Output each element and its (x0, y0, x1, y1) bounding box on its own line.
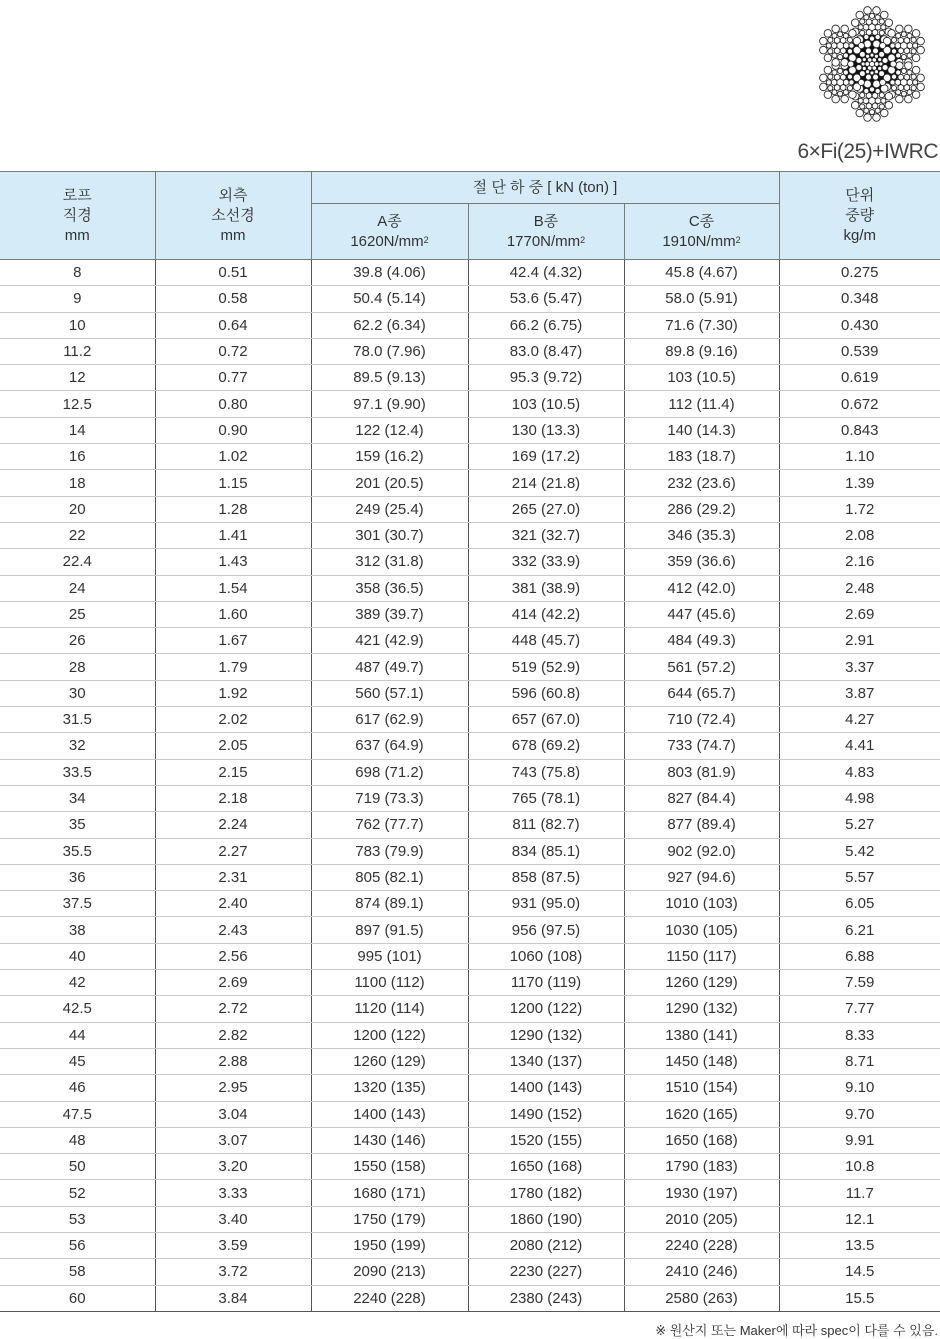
cell-rope-diameter: 26 (0, 628, 155, 654)
cell-grade-b: 1860 (190) (468, 1206, 624, 1232)
cell-outer-wire-diameter: 2.82 (155, 1022, 311, 1048)
cell-unit-weight: 2.69 (779, 601, 940, 627)
cell-rope-diameter: 18 (0, 470, 155, 496)
cell-outer-wire-diameter: 0.51 (155, 260, 311, 286)
table-row (0, 654, 940, 680)
cell-grade-a: 1750 (179) (311, 1206, 468, 1232)
cell-grade-a: 389 (39.7) (311, 601, 468, 627)
cell-grade-c: 1930 (197) (624, 1180, 779, 1206)
cell-outer-wire-diameter: 3.72 (155, 1259, 311, 1285)
cell-outer-wire-diameter: 1.54 (155, 575, 311, 601)
cell-grade-c: 733 (74.7) (624, 733, 779, 759)
cell-rope-diameter: 37.5 (0, 891, 155, 917)
cell-outer-wire-diameter: 2.69 (155, 970, 311, 996)
table-row (0, 365, 940, 391)
cell-outer-wire-diameter: 3.84 (155, 1285, 311, 1311)
cell-grade-a: 97.1 (9.90) (311, 391, 468, 417)
cell-grade-a: 1400 (143) (311, 1101, 468, 1127)
cell-grade-a: 1430 (146) (311, 1127, 468, 1153)
cell-unit-weight: 9.70 (779, 1101, 940, 1127)
cell-grade-b: 2080 (212) (468, 1232, 624, 1258)
cell-unit-weight: 7.77 (779, 996, 940, 1022)
cell-outer-wire-diameter: 1.41 (155, 522, 311, 548)
cell-unit-weight: 4.98 (779, 785, 940, 811)
cell-unit-weight: 6.88 (779, 943, 940, 969)
cell-grade-c: 346 (35.3) (624, 522, 779, 548)
cell-grade-a: 2240 (228) (311, 1285, 468, 1311)
cell-unit-weight: 6.05 (779, 891, 940, 917)
cell-rope-diameter: 35 (0, 812, 155, 838)
cell-grade-a: 617 (62.9) (311, 707, 468, 733)
cell-outer-wire-diameter: 1.15 (155, 470, 311, 496)
cell-unit-weight: 0.348 (779, 286, 940, 312)
cell-rope-diameter: 44 (0, 1022, 155, 1048)
cell-grade-c: 484 (49.3) (624, 628, 779, 654)
table-row (0, 917, 940, 943)
cell-unit-weight: 4.27 (779, 707, 940, 733)
cell-grade-b: 332 (33.9) (468, 549, 624, 575)
cell-grade-a: 897 (91.5) (311, 917, 468, 943)
cell-unit-weight: 4.83 (779, 759, 940, 785)
cell-outer-wire-diameter: 3.33 (155, 1180, 311, 1206)
cell-unit-weight: 2.91 (779, 628, 940, 654)
cell-outer-wire-diameter: 3.59 (155, 1232, 311, 1258)
cell-grade-c: 2580 (263) (624, 1285, 779, 1311)
cell-grade-b: 1200 (122) (468, 996, 624, 1022)
cell-outer-wire-diameter: 1.92 (155, 680, 311, 706)
cell-grade-c: 232 (23.6) (624, 470, 779, 496)
cell-grade-c: 877 (89.4) (624, 812, 779, 838)
cell-unit-weight: 1.10 (779, 444, 940, 470)
table-row (0, 1206, 940, 1232)
cell-grade-c: 1030 (105) (624, 917, 779, 943)
table-row (0, 522, 940, 548)
cell-outer-wire-diameter: 2.88 (155, 1048, 311, 1074)
cell-grade-c: 2240 (228) (624, 1232, 779, 1258)
table-row (0, 1101, 940, 1127)
cell-grade-a: 39.8 (4.06) (311, 260, 468, 286)
cell-grade-a: 1200 (122) (311, 1022, 468, 1048)
cell-grade-b: 95.3 (9.72) (468, 365, 624, 391)
cell-rope-diameter: 42.5 (0, 996, 155, 1022)
cell-grade-b: 1060 (108) (468, 943, 624, 969)
cell-grade-b: 956 (97.5) (468, 917, 624, 943)
table-row (0, 996, 940, 1022)
cell-grade-a: 1550 (158) (311, 1154, 468, 1180)
cell-grade-a: 78.0 (7.96) (311, 338, 468, 364)
cell-rope-diameter: 32 (0, 733, 155, 759)
cell-grade-a: 762 (77.7) (311, 812, 468, 838)
table-row (0, 260, 940, 286)
header-breaking-load-group: 절 단 하 중 [ kN (ton) ] (311, 172, 779, 204)
cell-grade-a: 560 (57.1) (311, 680, 468, 706)
cell-rope-diameter: 45 (0, 1048, 155, 1074)
table-row (0, 1180, 940, 1206)
cell-rope-diameter: 35.5 (0, 838, 155, 864)
cell-unit-weight: 1.39 (779, 470, 940, 496)
cell-grade-a: 50.4 (5.14) (311, 286, 468, 312)
cell-grade-b: 1520 (155) (468, 1127, 624, 1153)
cell-grade-c: 1620 (165) (624, 1101, 779, 1127)
cell-unit-weight: 10.8 (779, 1154, 940, 1180)
cell-grade-c: 103 (10.5) (624, 365, 779, 391)
cell-grade-b: 2230 (227) (468, 1259, 624, 1285)
cell-grade-b: 1650 (168) (468, 1154, 624, 1180)
cell-grade-c: 1510 (154) (624, 1075, 779, 1101)
table-row (0, 812, 940, 838)
cell-grade-c: 89.8 (9.16) (624, 338, 779, 364)
cell-outer-wire-diameter: 2.40 (155, 891, 311, 917)
cell-rope-diameter: 50 (0, 1154, 155, 1180)
cell-grade-b: 130 (13.3) (468, 417, 624, 443)
cell-grade-a: 1950 (199) (311, 1232, 468, 1258)
header-grade-b: B종 $1770N/mm^2$ (468, 204, 624, 260)
cell-unit-weight: 4.41 (779, 733, 940, 759)
wire-rope-cross-section-icon (812, 2, 932, 126)
cell-grade-b: 1290 (132) (468, 1022, 624, 1048)
header-outer-wire-diameter: 외측 소선경 mm (155, 172, 311, 260)
cell-grade-b: 321 (32.7) (468, 522, 624, 548)
cell-grade-b: 596 (60.8) (468, 680, 624, 706)
cell-unit-weight: 5.27 (779, 812, 940, 838)
cell-rope-diameter: 28 (0, 654, 155, 680)
cell-outer-wire-diameter: 2.72 (155, 996, 311, 1022)
table-row (0, 1232, 940, 1258)
cell-grade-a: 719 (73.3) (311, 785, 468, 811)
cell-grade-c: 1290 (132) (624, 996, 779, 1022)
cell-grade-a: 1260 (129) (311, 1048, 468, 1074)
table-row (0, 680, 940, 706)
cell-unit-weight: 14.5 (779, 1259, 940, 1285)
table-row (0, 470, 940, 496)
table-row (0, 391, 940, 417)
cell-grade-a: 1320 (135) (311, 1075, 468, 1101)
header-grade-c: C종 $1910N/mm^2$ (624, 204, 779, 260)
cell-unit-weight: 5.42 (779, 838, 940, 864)
cell-outer-wire-diameter: 2.15 (155, 759, 311, 785)
cell-grade-a: 301 (30.7) (311, 522, 468, 548)
cell-outer-wire-diameter: 2.24 (155, 812, 311, 838)
cell-grade-c: 447 (45.6) (624, 601, 779, 627)
cell-rope-diameter: 24 (0, 575, 155, 601)
cell-grade-c: 140 (14.3) (624, 417, 779, 443)
footnote: ※ 원산지 또는 Maker에 따라 spec이 다를 수 있음. (655, 1323, 938, 1338)
cell-grade-b: 83.0 (8.47) (468, 338, 624, 364)
cell-unit-weight: 13.5 (779, 1232, 940, 1258)
cell-grade-a: 995 (101) (311, 943, 468, 969)
table-row (0, 628, 940, 654)
cell-grade-a: 1100 (112) (311, 970, 468, 996)
cell-grade-c: 412 (42.0) (624, 575, 779, 601)
cell-grade-a: 249 (25.4) (311, 496, 468, 522)
table-row (0, 601, 940, 627)
header-rope-diameter: 로프 직경 mm (0, 172, 155, 260)
cell-grade-c: 2010 (205) (624, 1206, 779, 1232)
cell-outer-wire-diameter: 2.27 (155, 838, 311, 864)
table-row (0, 891, 940, 917)
rope-construction-label: 6×Fi(25)+IWRC (797, 140, 938, 163)
cell-unit-weight: 8.33 (779, 1022, 940, 1048)
cell-grade-a: 487 (49.7) (311, 654, 468, 680)
table-row (0, 417, 940, 443)
cell-grade-b: 519 (52.9) (468, 654, 624, 680)
cell-unit-weight: 12.1 (779, 1206, 940, 1232)
cell-rope-diameter: 8 (0, 260, 155, 286)
cell-grade-b: 931 (95.0) (468, 891, 624, 917)
table-row (0, 496, 940, 522)
cell-rope-diameter: 30 (0, 680, 155, 706)
cell-grade-c: 561 (57.2) (624, 654, 779, 680)
cell-grade-c: 927 (94.6) (624, 864, 779, 890)
table-row (0, 549, 940, 575)
cell-rope-diameter: 56 (0, 1232, 155, 1258)
table-row (0, 444, 940, 470)
cell-rope-diameter: 36 (0, 864, 155, 890)
wire-rope-spec-table (0, 171, 940, 1312)
cell-rope-diameter: 38 (0, 917, 155, 943)
cell-outer-wire-diameter: 0.58 (155, 286, 311, 312)
cell-unit-weight: 0.619 (779, 365, 940, 391)
cell-outer-wire-diameter: 3.20 (155, 1154, 311, 1180)
cell-grade-c: 58.0 (5.91) (624, 286, 779, 312)
table-row (0, 1048, 940, 1074)
cell-rope-diameter: 60 (0, 1285, 155, 1311)
cell-outer-wire-diameter: 1.02 (155, 444, 311, 470)
cell-unit-weight: 11.7 (779, 1180, 940, 1206)
table-row (0, 286, 940, 312)
cell-grade-a: 159 (16.2) (311, 444, 468, 470)
cell-rope-diameter: 42 (0, 970, 155, 996)
cell-grade-c: 112 (11.4) (624, 391, 779, 417)
cell-rope-diameter: 31.5 (0, 707, 155, 733)
cell-rope-diameter: 16 (0, 444, 155, 470)
cell-rope-diameter: 52 (0, 1180, 155, 1206)
cell-outer-wire-diameter: 2.56 (155, 943, 311, 969)
cell-grade-c: 45.8 (4.67) (624, 260, 779, 286)
cell-rope-diameter: 11.2 (0, 338, 155, 364)
cell-grade-a: 122 (12.4) (311, 417, 468, 443)
table-row (0, 1259, 940, 1285)
cell-rope-diameter: 40 (0, 943, 155, 969)
cell-rope-diameter: 53 (0, 1206, 155, 1232)
cell-unit-weight: 3.87 (779, 680, 940, 706)
cell-outer-wire-diameter: 1.67 (155, 628, 311, 654)
cell-unit-weight: 8.71 (779, 1048, 940, 1074)
cell-unit-weight: 5.57 (779, 864, 940, 890)
cell-grade-a: 421 (42.9) (311, 628, 468, 654)
cell-grade-a: 312 (31.8) (311, 549, 468, 575)
cell-grade-c: 183 (18.7) (624, 444, 779, 470)
cell-outer-wire-diameter: 3.40 (155, 1206, 311, 1232)
cell-grade-b: 1490 (152) (468, 1101, 624, 1127)
cell-grade-a: 637 (64.9) (311, 733, 468, 759)
cell-grade-b: 743 (75.8) (468, 759, 624, 785)
cell-grade-b: 1170 (119) (468, 970, 624, 996)
cell-outer-wire-diameter: 3.04 (155, 1101, 311, 1127)
cell-grade-c: 710 (72.4) (624, 707, 779, 733)
cell-outer-wire-diameter: 1.79 (155, 654, 311, 680)
cell-outer-wire-diameter: 2.31 (155, 864, 311, 890)
table-row (0, 1285, 940, 1311)
cell-rope-diameter: 58 (0, 1259, 155, 1285)
cell-rope-diameter: 14 (0, 417, 155, 443)
table-row (0, 838, 940, 864)
cell-grade-c: 1790 (183) (624, 1154, 779, 1180)
cell-grade-b: 678 (69.2) (468, 733, 624, 759)
cell-grade-b: 858 (87.5) (468, 864, 624, 890)
cell-rope-diameter: 9 (0, 286, 155, 312)
table-row (0, 970, 940, 996)
cell-grade-c: 1650 (168) (624, 1127, 779, 1153)
table-row (0, 733, 940, 759)
cell-grade-b: 214 (21.8) (468, 470, 624, 496)
cell-grade-b: 53.6 (5.47) (468, 286, 624, 312)
cell-grade-a: 89.5 (9.13) (311, 365, 468, 391)
cell-rope-diameter: 46 (0, 1075, 155, 1101)
table-row (0, 707, 940, 733)
cell-rope-diameter: 22 (0, 522, 155, 548)
table-row (0, 1154, 940, 1180)
cell-grade-c: 1150 (117) (624, 943, 779, 969)
cell-outer-wire-diameter: 2.05 (155, 733, 311, 759)
cell-outer-wire-diameter: 0.64 (155, 312, 311, 338)
cell-grade-a: 874 (89.1) (311, 891, 468, 917)
cell-grade-c: 902 (92.0) (624, 838, 779, 864)
cell-grade-b: 811 (82.7) (468, 812, 624, 838)
cell-grade-b: 265 (27.0) (468, 496, 624, 522)
cell-grade-c: 1380 (141) (624, 1022, 779, 1048)
cell-outer-wire-diameter: 0.90 (155, 417, 311, 443)
cell-grade-c: 286 (29.2) (624, 496, 779, 522)
cell-rope-diameter: 10 (0, 312, 155, 338)
cell-unit-weight: 6.21 (779, 917, 940, 943)
cell-grade-c: 2410 (246) (624, 1259, 779, 1285)
cell-grade-b: 448 (45.7) (468, 628, 624, 654)
cell-unit-weight: 1.72 (779, 496, 940, 522)
cell-outer-wire-diameter: 1.43 (155, 549, 311, 575)
cell-unit-weight: 2.48 (779, 575, 940, 601)
cell-outer-wire-diameter: 3.07 (155, 1127, 311, 1153)
cell-rope-diameter: 25 (0, 601, 155, 627)
table-row (0, 1075, 940, 1101)
header-unit-weight: 단위 중량 kg/m (779, 172, 940, 260)
cell-outer-wire-diameter: 2.95 (155, 1075, 311, 1101)
cell-grade-a: 358 (36.5) (311, 575, 468, 601)
cell-grade-b: 414 (42.2) (468, 601, 624, 627)
cell-grade-c: 1450 (148) (624, 1048, 779, 1074)
cell-unit-weight: 0.843 (779, 417, 940, 443)
cell-unit-weight: 0.430 (779, 312, 940, 338)
cell-outer-wire-diameter: 0.80 (155, 391, 311, 417)
cell-grade-a: 2090 (213) (311, 1259, 468, 1285)
cell-rope-diameter: 48 (0, 1127, 155, 1153)
cell-grade-a: 1120 (114) (311, 996, 468, 1022)
cell-rope-diameter: 12 (0, 365, 155, 391)
cell-outer-wire-diameter: 2.43 (155, 917, 311, 943)
table-row (0, 312, 940, 338)
cell-grade-c: 1010 (103) (624, 891, 779, 917)
table-row (0, 785, 940, 811)
cell-unit-weight: 7.59 (779, 970, 940, 996)
cell-grade-a: 62.2 (6.34) (311, 312, 468, 338)
cell-outer-wire-diameter: 2.02 (155, 707, 311, 733)
cell-unit-weight: 0.539 (779, 338, 940, 364)
table-row (0, 864, 940, 890)
cell-rope-diameter: 12.5 (0, 391, 155, 417)
table-row (0, 1127, 940, 1153)
cell-grade-b: 1340 (137) (468, 1048, 624, 1074)
cell-grade-c: 644 (65.7) (624, 680, 779, 706)
cell-grade-a: 201 (20.5) (311, 470, 468, 496)
cell-grade-b: 657 (67.0) (468, 707, 624, 733)
cell-rope-diameter: 22.4 (0, 549, 155, 575)
cell-outer-wire-diameter: 0.72 (155, 338, 311, 364)
cell-rope-diameter: 34 (0, 785, 155, 811)
cell-grade-a: 783 (79.9) (311, 838, 468, 864)
cell-unit-weight: 2.08 (779, 522, 940, 548)
cell-rope-diameter: 47.5 (0, 1101, 155, 1127)
cell-grade-b: 1400 (143) (468, 1075, 624, 1101)
cell-unit-weight: 0.275 (779, 260, 940, 286)
cell-grade-b: 169 (17.2) (468, 444, 624, 470)
table-row (0, 1022, 940, 1048)
cell-unit-weight: 3.37 (779, 654, 940, 680)
cell-grade-b: 765 (78.1) (468, 785, 624, 811)
cell-grade-b: 2380 (243) (468, 1285, 624, 1311)
cell-grade-c: 71.6 (7.30) (624, 312, 779, 338)
cell-unit-weight: 0.672 (779, 391, 940, 417)
table-row (0, 575, 940, 601)
cell-grade-b: 834 (85.1) (468, 838, 624, 864)
cell-grade-a: 805 (82.1) (311, 864, 468, 890)
cell-unit-weight: 15.5 (779, 1285, 940, 1311)
cell-grade-c: 1260 (129) (624, 970, 779, 996)
cell-grade-b: 381 (38.9) (468, 575, 624, 601)
cell-grade-c: 827 (84.4) (624, 785, 779, 811)
cell-outer-wire-diameter: 0.77 (155, 365, 311, 391)
cell-grade-b: 103 (10.5) (468, 391, 624, 417)
cell-outer-wire-diameter: 1.28 (155, 496, 311, 522)
table-row (0, 943, 940, 969)
cell-rope-diameter: 33.5 (0, 759, 155, 785)
cell-grade-a: 698 (71.2) (311, 759, 468, 785)
cell-grade-b: 42.4 (4.32) (468, 260, 624, 286)
cell-outer-wire-diameter: 1.60 (155, 601, 311, 627)
cell-grade-b: 1780 (182) (468, 1180, 624, 1206)
cell-grade-c: 359 (36.6) (624, 549, 779, 575)
cell-unit-weight: 9.91 (779, 1127, 940, 1153)
cell-grade-b: 66.2 (6.75) (468, 312, 624, 338)
cell-unit-weight: 2.16 (779, 549, 940, 575)
cell-grade-c: 803 (81.9) (624, 759, 779, 785)
table-row (0, 759, 940, 785)
cell-outer-wire-diameter: 2.18 (155, 785, 311, 811)
table-row (0, 338, 940, 364)
cell-unit-weight: 9.10 (779, 1075, 940, 1101)
cell-grade-a: 1680 (171) (311, 1180, 468, 1206)
cell-rope-diameter: 20 (0, 496, 155, 522)
header-grade-a: A종 $1620N/mm^2$ (311, 204, 468, 260)
